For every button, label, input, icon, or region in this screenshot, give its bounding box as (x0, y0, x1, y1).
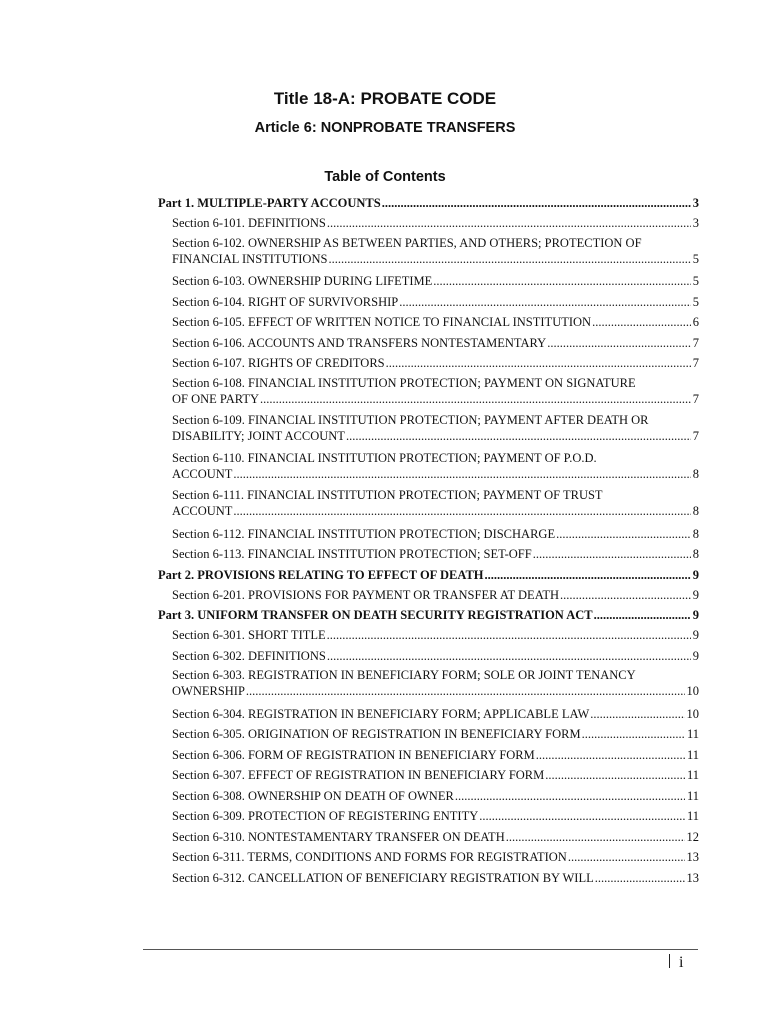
toc-entry-row (172, 312, 699, 333)
toc-page-number: 7 (692, 429, 699, 443)
toc-entry-row (172, 466, 699, 482)
toc-page-number: 13 (686, 870, 699, 885)
toc-entry-row (172, 391, 699, 407)
toc-dot-leader (246, 683, 685, 699)
toc-page-number: 9 (692, 608, 699, 622)
toc-dot-leader (590, 704, 684, 725)
toc-entry-row (172, 271, 699, 292)
toc-entry-row (172, 704, 699, 725)
toc-page-number: 8 (692, 504, 699, 518)
toc-dot-leader (479, 806, 685, 827)
toc-entry-title: Section 6-307. EFFECT OF REGISTRATION IN BENEFICIARY FORM (172, 768, 545, 782)
toc-entry-title: OF ONE PARTY (172, 391, 259, 406)
toc-entry-row (172, 428, 699, 444)
toc-page-number: 7 (692, 335, 699, 350)
toc-entry-row (172, 765, 699, 786)
toc-entry-title: Section 6-104. RIGHT OF SURVIVORSHIP (172, 294, 399, 309)
toc-page-number: 10 (686, 706, 699, 721)
toc-entry-line: Section 6-102. OWNERSHIP AS BETWEEN PARTIES, AND OTHERS; PROTECTION OF (172, 235, 642, 250)
toc-page-number: 10 (686, 684, 699, 698)
toc-part-entry[interactable] (158, 193, 699, 213)
toc-page-number: 3 (692, 196, 699, 210)
toc-entry-title: Section 6-106. ACCOUNTS AND TRANSFERS NONTESTAMENTARY (172, 335, 547, 350)
toc-entry-line: Section 6-109. FINANCIAL INSTITUTION PROTECTION; PAYMENT AFTER DEATH OR (172, 413, 649, 427)
toc-section-entry[interactable] (158, 292, 699, 313)
toc-section-entry[interactable] (158, 411, 699, 449)
toc-section-entry[interactable] (158, 786, 699, 807)
toc-section-entry[interactable] (158, 868, 699, 889)
toc-entry-title: Section 6-306. FORM OF REGISTRATION IN BENEFICIARY FORM (172, 747, 535, 762)
toc-entry-row (172, 745, 699, 766)
toc-section-entry[interactable] (158, 353, 699, 374)
toc-dot-leader (327, 213, 691, 234)
toc-dot-leader (233, 466, 690, 482)
toc-entry-row (172, 292, 699, 313)
toc-section-entry[interactable] (158, 271, 699, 292)
toc-page-number: 11 (686, 747, 699, 762)
toc-entry-row (172, 646, 699, 667)
toc-dot-leader (327, 646, 691, 667)
toc-page-number: 7 (692, 356, 699, 370)
toc-section-entry[interactable] (158, 765, 699, 786)
toc-dot-leader (328, 251, 690, 267)
toc-page-number: 13 (686, 850, 699, 864)
toc-page-number: 5 (692, 251, 699, 266)
toc-dot-leader (433, 271, 690, 292)
toc-entry-title: OWNERSHIP (172, 684, 245, 698)
toc-page-number: 11 (686, 809, 699, 823)
toc-entry-row (172, 827, 699, 848)
toc-entry-row (172, 625, 699, 646)
document-title: Title 18-A: PROBATE CODE (273, 89, 497, 108)
toc-entry-title: ACCOUNT (172, 504, 233, 518)
toc-entry-row (172, 724, 699, 745)
toc-entry-title: DISABILITY; JOINT ACCOUNT (172, 429, 345, 443)
toc-section-entry[interactable] (158, 827, 699, 848)
toc-entry-title: Section 6-311. TERMS, CONDITIONS AND FORMS FOR REGISTRATION (172, 850, 567, 864)
toc-entry-title: Section 6-107. RIGHTS OF CREDITORS (172, 356, 385, 370)
toc-section-entry[interactable] (158, 213, 699, 234)
toc-section-entry[interactable] (158, 333, 699, 354)
toc-entry-row (172, 585, 699, 606)
toc-entry-title: Section 6-113. FINANCIAL INSTITUTION PROTECTION; SET-OFF (172, 547, 532, 561)
toc-section-entry[interactable] (158, 724, 699, 745)
toc-dot-leader (455, 786, 685, 807)
toc-section-entry[interactable] (158, 646, 699, 667)
toc-section-entry[interactable] (158, 486, 699, 524)
toc-dot-leader (595, 868, 685, 889)
toc-page-number: 11 (686, 727, 699, 741)
page-number-value: i (679, 954, 684, 971)
toc-entry-row (172, 683, 699, 699)
article-subtitle: Article 6: NONPROBATE TRANSFERS (254, 120, 516, 136)
toc-dot-leader (327, 625, 691, 646)
toc-entry-title: Section 6-101. DEFINITIONS (172, 216, 326, 230)
toc-section-entry[interactable] (158, 745, 699, 766)
toc-dot-leader (547, 333, 691, 354)
toc-entry-title: ACCOUNT (172, 466, 233, 481)
toc-entry-title: Section 6-112. FINANCIAL INSTITUTION PROTECTION; DISCHARGE (172, 526, 556, 541)
toc-entry-row (172, 333, 699, 354)
toc-dot-leader (545, 765, 685, 786)
toc-entry-title: Part 1. MULTIPLE-PARTY ACCOUNTS (158, 196, 381, 210)
toc-section-entry[interactable] (158, 704, 699, 725)
toc-page-number: 7 (692, 391, 699, 406)
toc-entry-row (172, 806, 699, 827)
toc-section-entry[interactable] (158, 806, 699, 827)
toc-section-entry[interactable] (158, 524, 699, 545)
toc-page-number: 11 (686, 788, 699, 803)
toc-entry-title: Section 6-201. PROVISIONS FOR PAYMENT OR TRANSFER AT DEATH (172, 587, 559, 602)
toc-page-number: 8 (692, 466, 699, 481)
toc-page-number: 3 (692, 216, 699, 230)
toc-dot-leader (346, 428, 691, 444)
toc-entry-title: Section 6-305. ORIGINATION OF REGISTRATION IN BENEFICIARY FORM (172, 727, 581, 741)
toc-entry-title: Section 6-103. OWNERSHIP DURING LIFETIME (172, 274, 433, 288)
table-of-contents (158, 193, 699, 888)
toc-section-entry[interactable] (158, 449, 699, 487)
toc-entry-title: Section 6-310. NONTESTAMENTARY TRANSFER ON DEATH (172, 829, 505, 844)
toc-section-entry[interactable] (158, 234, 699, 272)
toc-page-number: 9 (692, 587, 699, 602)
toc-entry-line: Section 6-110. FINANCIAL INSTITUTION PROTECTION; PAYMENT OF P.O.D. (172, 450, 597, 465)
toc-entry-title: FINANCIAL INSTITUTIONS (172, 251, 328, 266)
toc-entry-title: Section 6-304. REGISTRATION IN BENEFICIARY FORM; APPLICABLE LAW (172, 706, 590, 721)
toc-dot-leader (594, 605, 691, 625)
toc-dot-leader (536, 745, 685, 766)
toc-page-number: 12 (686, 829, 699, 844)
toc-entry-row (172, 353, 699, 374)
toc-part-entry[interactable] (158, 605, 699, 625)
toc-dot-leader (506, 827, 685, 848)
toc-entry-row (158, 193, 699, 213)
toc-section-entry[interactable] (158, 585, 699, 606)
toc-dot-leader (568, 847, 685, 868)
toc-dot-leader (533, 544, 691, 565)
page-number-bar (669, 954, 670, 968)
toc-entry-title: Section 6-308. OWNERSHIP ON DEATH OF OWNER (172, 788, 454, 803)
toc-entry-row (158, 605, 699, 625)
toc-dot-leader (485, 565, 691, 585)
toc-section-entry[interactable] (158, 312, 699, 333)
toc-section-entry[interactable] (158, 847, 699, 868)
toc-page-number: 11 (686, 768, 699, 782)
footer-divider (143, 949, 698, 950)
toc-page-number: 9 (692, 628, 699, 642)
toc-section-entry[interactable] (158, 625, 699, 646)
toc-dot-leader (399, 292, 691, 313)
toc-entry-row (172, 544, 699, 565)
toc-dot-leader (233, 503, 690, 519)
toc-entry-row (172, 786, 699, 807)
toc-dot-leader (560, 585, 691, 606)
toc-part-entry[interactable] (158, 565, 699, 585)
toc-heading: Table of Contents (324, 169, 446, 185)
toc-dot-leader (556, 524, 691, 545)
toc-entry-row (172, 868, 699, 889)
toc-entry-title: Part 2. PROVISIONS RELATING TO EFFECT OF DEATH (158, 567, 484, 582)
toc-entry-row (172, 524, 699, 545)
toc-dot-leader (386, 353, 691, 374)
toc-entry-title: Section 6-309. PROTECTION OF REGISTERING ENTITY (172, 809, 479, 823)
toc-page-number: 8 (692, 547, 699, 561)
toc-entry-row (172, 251, 699, 267)
toc-entry-line: Section 6-111. FINANCIAL INSTITUTION PROTECTION; PAYMENT OF TRUST (172, 488, 603, 502)
toc-dot-leader (260, 391, 691, 407)
toc-page-number: 9 (692, 567, 699, 582)
toc-dot-leader (382, 193, 691, 213)
toc-dot-leader (582, 724, 685, 745)
toc-entry-line: Section 6-303. REGISTRATION IN BENEFICIARY FORM; SOLE OR JOINT TENANCY (172, 668, 636, 682)
toc-entry-title: Section 6-302. DEFINITIONS (172, 648, 326, 663)
toc-page-number: 8 (692, 526, 699, 541)
toc-page-number: 6 (692, 315, 699, 329)
page-number (669, 954, 683, 972)
toc-dot-leader (592, 312, 691, 333)
toc-section-entry[interactable] (158, 666, 699, 704)
toc-page-number: 9 (692, 648, 699, 663)
toc-entry-title: Part 3. UNIFORM TRANSFER ON DEATH SECURITY REGISTRATION ACT (158, 608, 593, 622)
toc-entry-row (172, 847, 699, 868)
toc-entry-row (172, 503, 699, 519)
toc-entry-line: Section 6-108. FINANCIAL INSTITUTION PROTECTION; PAYMENT ON SIGNATURE (172, 375, 636, 390)
toc-section-entry[interactable] (158, 374, 699, 412)
toc-entry-title: Section 6-301. SHORT TITLE (172, 628, 326, 642)
toc-entry-title: Section 6-312. CANCELLATION OF BENEFICIARY REGISTRATION BY WILL (172, 870, 594, 885)
toc-page-number: 5 (692, 274, 699, 288)
toc-section-entry[interactable] (158, 544, 699, 565)
toc-entry-row (172, 213, 699, 234)
toc-entry-title: Section 6-105. EFFECT OF WRITTEN NOTICE TO FINANCIAL INSTITUTION (172, 315, 592, 329)
toc-page-number: 5 (692, 294, 699, 309)
toc-entry-row (158, 565, 699, 585)
